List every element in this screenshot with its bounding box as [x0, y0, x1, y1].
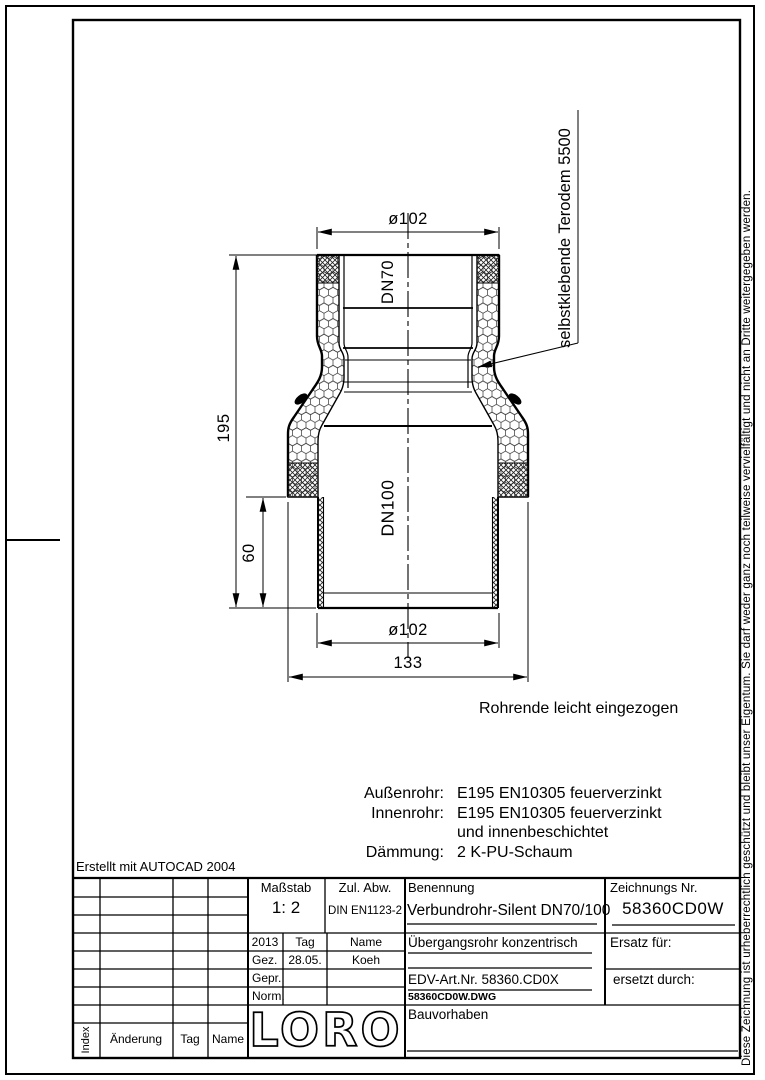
ersetzt-label: ersetzt durch: — [613, 972, 695, 987]
dim-max-width: 133 — [393, 654, 423, 672]
sign-row-name: Koeh — [351, 953, 381, 967]
name-header: Name — [349, 935, 383, 949]
material-row — [347, 824, 662, 844]
benennung-value: Verbundrohr-Silent DN70/100 — [407, 902, 611, 919]
material-value: 2 K-PU-Schaum — [457, 843, 573, 861]
loro-logo: LORO — [249, 1003, 403, 1057]
material-row — [347, 785, 662, 805]
zeichnungs-nr-label: Zeichnungs Nr. — [610, 880, 698, 895]
material-notes — [347, 785, 662, 863]
masstab-label: Maßstab — [260, 880, 312, 895]
created-with-note: Erstellt mit AUTOCAD 2004 — [76, 859, 236, 874]
masstab-value: 1: 2 — [271, 898, 301, 917]
material-value: E195 EN10305 feuerverzinkt — [457, 785, 662, 802]
sign-row-label: Norm. — [252, 989, 285, 1003]
dim-top-diameter: ø102 — [388, 210, 428, 228]
material-value: E195 EN10305 feuerverzinkt — [457, 804, 662, 822]
pipe-fitting-section — [288, 110, 578, 658]
zeichnungs-nr-value: 58360CD0W — [622, 899, 724, 918]
sign-row-tag: 28.05. — [288, 953, 322, 967]
dim-bottom-diameter: ø102 — [388, 621, 428, 639]
tag-header: Tag — [295, 935, 315, 949]
bauvorhaben-label: Bauvorhaben — [408, 1007, 489, 1022]
revision-aenderung-header: Änderung — [109, 1032, 163, 1046]
material-row — [347, 805, 662, 825]
material-value: und innenbeschichtet — [457, 824, 609, 841]
dim-spigot-length: 60 — [239, 543, 258, 563]
subtitle: Übergangsrohr konzentrisch — [408, 935, 578, 950]
sign-row-label: Gepr. — [252, 971, 282, 985]
copyright-margin-note: Diese Zeichnung ist urheberrechtlich geschützt und bleibt unser Eigentum. Sie darf weder ganz noch teilweise vervielfältigt und nicht an Dritte weitergegeben werden. — [741, 189, 753, 1066]
zul-abw-value: DIN EN1123-2 — [328, 905, 402, 917]
material-label — [347, 824, 457, 844]
material-label: Innenrohr: — [371, 804, 444, 822]
sign-row-label: Gez. — [252, 953, 278, 967]
revision-index-header: Index — [79, 1026, 92, 1054]
benennung-label: Benennung — [408, 880, 475, 895]
pipe-end-note: Rohrende leicht eingezogen — [479, 700, 679, 717]
label-dn100: DN100 — [377, 479, 398, 537]
edv-art-nr: EDV-Art.Nr. 58360.CD0X — [408, 972, 559, 987]
dim-overall-height: 195 — [214, 413, 233, 443]
material-label: Außenrohr: — [363, 785, 444, 802]
label-dn70: DN70 — [378, 259, 397, 305]
material-label: Dämmung: — [365, 843, 444, 861]
revision-tag-header: Tag — [180, 1032, 200, 1046]
material-row — [347, 844, 662, 864]
year-header: 2013 — [251, 935, 279, 949]
ersatz-label: Ersatz für: — [610, 935, 672, 950]
revision-name-header: Name — [211, 1032, 245, 1046]
leader-note-terodem: selbstklebende Terodem 5500 — [556, 128, 574, 348]
zul-abw-label: Zul. Abw. — [338, 880, 392, 895]
dwg-file: 58360CD0W.DWG — [408, 991, 497, 1003]
